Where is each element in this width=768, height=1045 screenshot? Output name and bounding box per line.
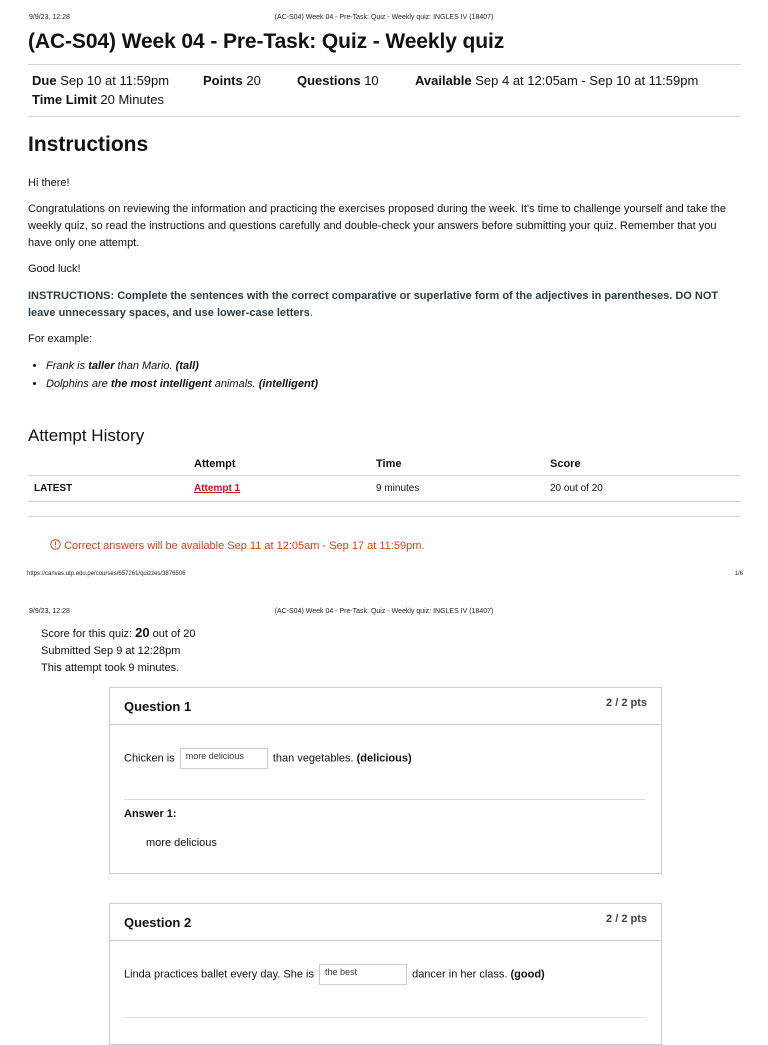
- question-text-before: Linda practices ballet every day. She is: [124, 968, 318, 981]
- example-item: [46, 375, 318, 393]
- question-text-after: than vegetables.: [269, 752, 357, 765]
- rule-text: INSTRUCTIONS: Complete the sentences with the correct comparative or superlative form of the adjectives in parentheses. DO NOT leave unnecessary spaces, and use lower-case letters: [28, 290, 719, 319]
- divider: [28, 116, 741, 117]
- score-value: 20: [135, 625, 150, 640]
- divider: [28, 516, 741, 517]
- question-text-after: dancer in her class.: [409, 968, 511, 981]
- answer-blank[interactable]: the best: [319, 964, 407, 985]
- attempt-history-heading: Attempt History: [28, 426, 145, 445]
- duration-line: This attempt took 9 minutes.: [41, 662, 180, 674]
- col-header-score: Score: [544, 453, 741, 476]
- score-prefix: Score for this quiz:: [41, 628, 136, 640]
- warning-circle-icon: [50, 539, 61, 550]
- questions-value: 10: [364, 73, 379, 88]
- example-answer: the most intelligent: [110, 378, 212, 390]
- example-pre: Dolphins are: [46, 378, 111, 390]
- meta-available: [415, 73, 698, 88]
- question-points: 2 / 2 pts: [606, 697, 647, 709]
- answer-value: more delicious: [146, 837, 217, 849]
- divider: [124, 1017, 646, 1018]
- for-example: For example:: [28, 333, 93, 345]
- row-label: LATEST: [28, 476, 188, 502]
- meta-points: [203, 73, 261, 88]
- score-line: [41, 624, 196, 643]
- question-points: 2 / 2 pts: [606, 913, 647, 925]
- quiz-title: (AC-S04) Week 04 - Pre-Task: Quiz - Weekly quiz: [28, 30, 505, 53]
- answer-blank[interactable]: more delicious: [180, 748, 268, 769]
- example-answer: taller: [88, 360, 115, 372]
- meta-questions: [297, 73, 379, 88]
- instructions-rule: [28, 288, 728, 322]
- score-summary: [41, 624, 196, 677]
- meta-time-limit: [32, 92, 164, 107]
- time-cell: 9 minutes: [370, 476, 544, 502]
- example-post: animals.: [211, 378, 259, 390]
- time-limit-value: 20 Minutes: [100, 92, 164, 107]
- example-hint: (intelligent): [258, 378, 319, 390]
- answers-notice: [50, 539, 424, 552]
- print-date: 9/9/23, 12:28: [29, 14, 70, 21]
- question-text: [124, 964, 545, 985]
- points-label: Points: [203, 73, 243, 88]
- greeting: Hi there!: [28, 177, 70, 189]
- col-header-time: Time: [370, 453, 544, 476]
- attempt-history-table: [28, 453, 741, 502]
- example-post: than Mario.: [114, 360, 176, 372]
- divider: [124, 799, 646, 800]
- example-item: [46, 357, 318, 375]
- score-cell: 20 out of 20: [544, 476, 741, 502]
- good-luck: Good luck!: [28, 263, 81, 275]
- table-header-row: [28, 453, 741, 476]
- table-row: [28, 476, 741, 502]
- due-value: Sep 10 at 11:59pm: [60, 73, 170, 88]
- attempt-cell: [188, 476, 370, 502]
- example-pre: Frank is: [46, 360, 89, 372]
- available-value: Sep 4 at 12:05am - Sep 10 at 11:59pm: [475, 73, 699, 88]
- col-header-attempt: Attempt: [188, 453, 370, 476]
- print-date: 9/9/23, 12:28: [29, 608, 70, 615]
- print-url: https://canvas.utp.edu.pe/courses/657261/quizzes/3876506: [27, 571, 186, 577]
- question-header: [110, 688, 661, 725]
- answer-label: Answer 1:: [124, 808, 177, 820]
- question-hint: (good): [510, 968, 545, 981]
- questions-label: Questions: [297, 73, 361, 88]
- submitted-line: Submitted Sep 9 at 12:28pm: [41, 645, 181, 657]
- attempt-link[interactable]: Attempt 1: [194, 483, 241, 494]
- print-doc-title: (AC-S04) Week 04 - Pre-Task: Quiz - Weekly quiz: INGLES IV (18407): [274, 608, 494, 615]
- due-label: Due: [32, 73, 57, 88]
- notice-text: Correct answers will be available Sep 11 at 12:05am - Sep 17 at 11:59pm.: [64, 540, 425, 552]
- question-text: [124, 748, 412, 769]
- examples-list: [28, 357, 318, 393]
- print-doc-title: (AC-S04) Week 04 - Pre-Task: Quiz - Weekly quiz: INGLES IV (18407): [274, 14, 494, 21]
- divider: [28, 64, 741, 65]
- meta-due: [32, 73, 169, 88]
- time-limit-label: Time Limit: [32, 92, 97, 107]
- question-title: Question 2: [124, 915, 192, 930]
- available-label: Available: [415, 73, 472, 88]
- question-header: [110, 904, 661, 941]
- example-hint: (tall): [175, 360, 199, 372]
- question-title: Question 1: [124, 699, 192, 714]
- question-hint: (delicious): [356, 752, 412, 765]
- instructions-heading: Instructions: [28, 133, 149, 156]
- question-text-before: Chicken is: [124, 752, 178, 765]
- print-page: 1/6: [734, 571, 743, 577]
- rule-end: .: [309, 307, 313, 319]
- col-header: [28, 453, 188, 476]
- question-card: [109, 687, 662, 874]
- intro-paragraph: Congratulations on reviewing the information and practicing the exercises proposed during the week. It's time to challenge yourself and take the weekly quiz, so read the instructions and questions carefully and double-check your answers before submitting your quiz. Remember that you have only one attempt.: [28, 203, 726, 249]
- score-suffix: out of 20: [149, 628, 196, 640]
- points-value: 20: [246, 73, 261, 88]
